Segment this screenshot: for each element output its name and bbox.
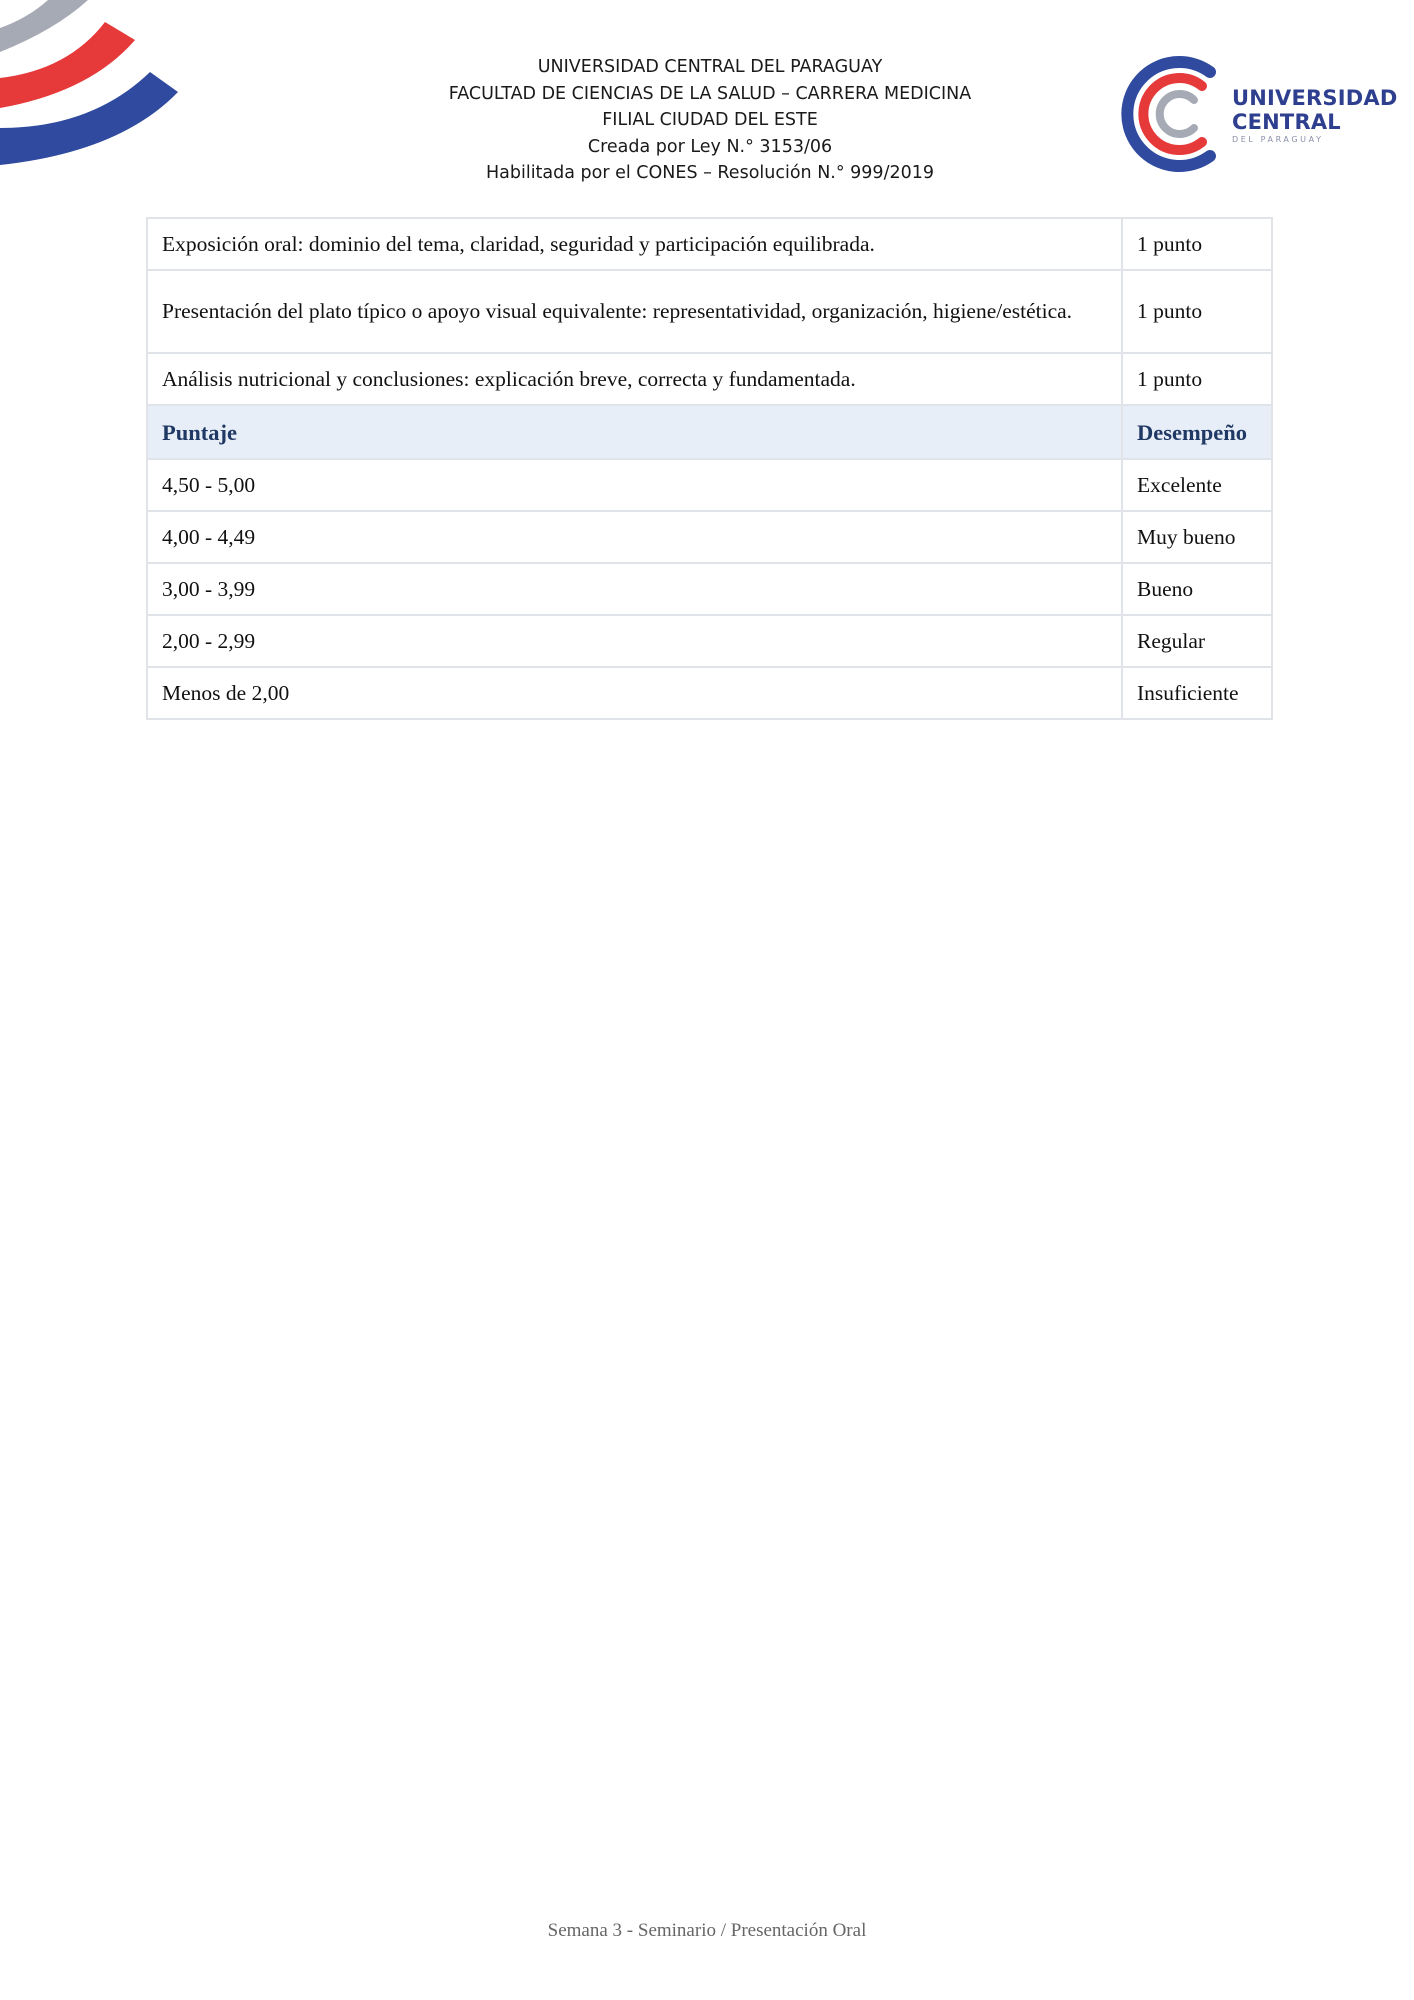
page-footer: Semana 3 - Seminario / Presentación Oral [547,1920,867,1941]
corner-swoosh-logo [0,0,190,175]
criteria-points: 1 punto [1122,353,1272,405]
criteria-text: Exposición oral: dominio del tema, claridad, seguridad y participación equilibrada. [147,218,1122,270]
scale-row [147,511,1272,563]
header-accreditation: Habilitada por el CONES – Resolución N.° 999/2019 [485,163,934,183]
scale-score: 4,50 - 5,00 [147,459,1122,511]
scale-performance: Excelente [1122,459,1272,511]
header-law: Creada por Ley N.° 3153/06 [587,136,833,157]
criteria-text: Análisis nutricional y conclusiones: explicación breve, correcta y fundamentada. [147,353,1122,405]
rubric-table [146,217,1273,720]
criteria-row [147,218,1272,270]
scale-performance: Muy bueno [1122,511,1272,563]
scale-score: 4,00 - 4,49 [147,511,1122,563]
logo-name-line3: DEL PARAGUAY [1232,135,1324,144]
scale-header-performance: Desempeño [1122,405,1272,459]
scale-row [147,615,1272,667]
criteria-row [147,353,1272,405]
institution-header [380,54,1040,187]
logo-name-line2: CENTRAL [1232,110,1341,134]
university-c-mark-icon [1118,50,1228,178]
header-faculty: FACULTAD DE CIENCIAS DE LA SALUD – CARRERA MEDICINA [448,83,972,104]
criteria-row [147,270,1272,353]
scale-score: 3,00 - 3,99 [147,563,1122,615]
university-logo-text [1232,86,1397,146]
university-logo [1118,50,1398,178]
header-campus: FILIAL CIUDAD DEL ESTE [602,110,818,130]
logo-name-line1: UNIVERSIDAD [1232,86,1398,110]
scale-performance: Bueno [1122,563,1272,615]
scale-header-score: Puntaje [147,405,1122,459]
criteria-points: 1 punto [1122,270,1272,353]
scale-row [147,459,1272,511]
scale-row [147,667,1272,719]
scale-score: 2,00 - 2,99 [147,615,1122,667]
criteria-points: 1 punto [1122,218,1272,270]
scale-score: Menos de 2,00 [147,667,1122,719]
scale-performance: Regular [1122,615,1272,667]
scale-row [147,563,1272,615]
header-university: UNIVERSIDAD CENTRAL DEL PARAGUAY [537,57,883,77]
scale-header-row [147,405,1272,459]
criteria-text: Presentación del plato típico o apoyo visual equivalente: representatividad, organización, higiene/estética. [147,270,1122,353]
scale-performance: Insuficiente [1122,667,1272,719]
